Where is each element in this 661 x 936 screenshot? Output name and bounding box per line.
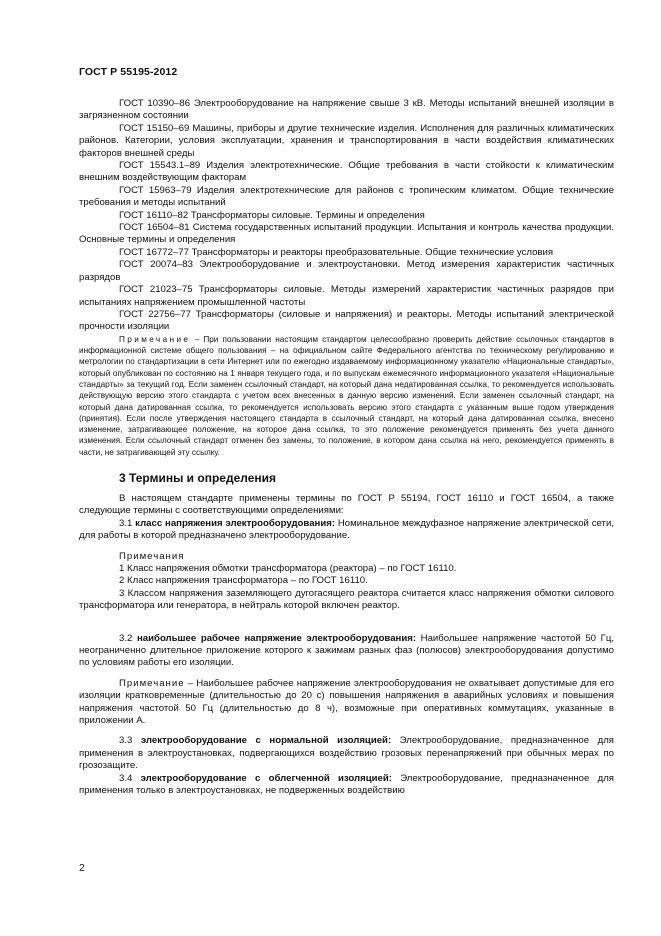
page-number: 2 [79, 862, 85, 874]
note-3-2: Примечание – Наибольшее рабочее напряжение электрооборудования не охватывает допустимые для его изоляции кратковременные (длительностью до 20 с) повышения напряжения в аварийных условиях и повышения напряжения частотой 50 Гц (длительностью до 8 ч), возможные при оперативных коммутациях, указанные в приложении А. [79, 677, 614, 727]
note-item: 1 Класс напряжения обмотки трансформатора (реактора) – по ГОСТ 16110. [119, 563, 457, 575]
term-3-3: 3.3 электрооборудование с нормальной изоляцией: Электрооборудование, предназначенное для применения в электроустановках, подвергающихся воздействию грозовых перенапряжений при обычных мерах по грозозащите. [79, 735, 614, 772]
term-3-4: 3.4 электрооборудование с облегченной изоляцией: Электрооборудование, предназначенное для применения только в электроустановках, не подверженных воздействию [79, 772, 614, 797]
ref-item: ГОСТ 15543.1–89 Изделия электротехнические. Общие требования в части стойкости к климатическим внешним воздействующим факторам [79, 160, 614, 184]
ref-item: ГОСТ 10390–86 Электрооборудование на напряжение свыше 3 кВ. Методы испытаний внешней изоляции в загрязненном состоянии [79, 98, 614, 122]
note-3-2-label: Примечание [119, 677, 185, 689]
term-3-2: 3.2 наибольшее рабочее напряжение электрооборудования: Наибольшее напряжение частотой 50 Гц, неограниченно длительное приложение которого к зажимам разных фаз (полюсов) электрооборудования допустимо по условиям работы его изоляции. [79, 632, 614, 669]
page-content [79, 98, 614, 798]
note-label: Примечание [119, 334, 191, 344]
ref-item: ГОСТ 16772–77 Трансформаторы и реакторы преобразовательные. Общие технические условия [119, 246, 554, 258]
ref-item: ГОСТ 16504–81 Система государственных испытаний продукции. Испытания и контроль качества продукции. Основные термины и определения [79, 222, 614, 246]
normative-references [79, 98, 614, 334]
term-3-2-name: наибольшее рабочее напряжение электрооборудования: [136, 632, 417, 644]
term-3-4-name: электрооборудование с облегченной изоляцией: [140, 772, 392, 784]
ref-item: ГОСТ 15963–79 Изделия электротехнические для районов с тропическим климатом. Общие технические требования и методы испытаний [79, 184, 614, 209]
notes-title: Примечания [119, 550, 185, 562]
note-item: 3 Классом напряжения заземляющего дугогасящего реактора считается класс напряжения обмотки силового трансформатора или генератора, в нейтраль которой включен реактор. [79, 587, 614, 612]
section-body [79, 493, 614, 798]
term-3-1: 3.1 класс напряжения электрооборудования: Номинальное междуфазное напряжение электрической сети, для работы в которой предназначено электрооборудование. [79, 517, 614, 542]
term-3-3-name: электрооборудование с нормальной изоляцией: [140, 735, 392, 747]
note-item: 2 Класс напряжения трансформатора – по ГОСТ 16110. [119, 575, 368, 587]
term-3-1-name: класс напряжения электрооборудования: [135, 517, 336, 529]
section-intro: В настоящем стандарте применены термины по ГОСТ Р 55194, ГОСТ 16110 и ГОСТ 16504, а также следующие термины с соответствующими определениями: [79, 492, 614, 517]
section-title: 3 Термины и определения [119, 470, 277, 485]
page-header: ГОСТ Р 55195-2012 [79, 66, 178, 78]
ref-item: ГОСТ 22756–77 Трансформаторы (силовые и напряжения) и реакторы. Методы испытаний электрической прочности изоляции [79, 308, 614, 333]
ref-item: ГОСТ 20074–83 Электрооборудование и электроустановки. Метод измерения характеристик частичных разрядов [79, 259, 614, 283]
ref-item: ГОСТ 15150–69 Машины, приборы и другие технические изделия. Исполнения для различных климатических районов. Категории, условия эксплуатации, хранения и транспортирования в части воздействия климатических факторов внешней среды [79, 122, 614, 159]
references-note [79, 334, 614, 458]
note-text: – При пользовании настоящим стандартом целесообразно проверить действие ссылочных стандартов в информационной системе общего пользования – на официальном сайте Федерального агентства по техническому регулированию и метрологии по стандартизации в сети Интернет или по ежегодно издаваемому информационному указателю «Национальные стандарты», который опубликован по состоянию на 1 января текущего года, и по выпускам ежемесячного информационного указателя «Национальные стандарты» за текущий год. Если заменен ссылочный стандарт, на который дана недатированная ссылка, то рекомендуется использовать действующую версию этого стандарта с учетом всех внесенных в данную версию изменений. Если заменен ссылочный стандарт, на который дана датированная ссылка, то рекомендуется использовать версию этого стандарта с указанным выше годом утверждения (принятия). Если после утверждения настоящего стандарта в ссылочный стандарт, на который дана датированная ссылка, внесено изменение, затрагивающее положение, на которое дана ссылка, то это положение рекомендуется применять без учета данного изменения. Если ссылочный стандарт отменен без замены, то положение, в котором дана ссылка на него, рекомендуется применять в части, не затрагивающей эту ссылку. [79, 334, 614, 457]
ref-item: ГОСТ 21023–75 Трансформаторы силовые. Методы измерений характеристик частичных разрядов при испытаниях напряжением промышленной частоты [79, 284, 614, 308]
ref-item: ГОСТ 16110–82 Трансформаторы силовые. Термины и определения [119, 209, 425, 221]
